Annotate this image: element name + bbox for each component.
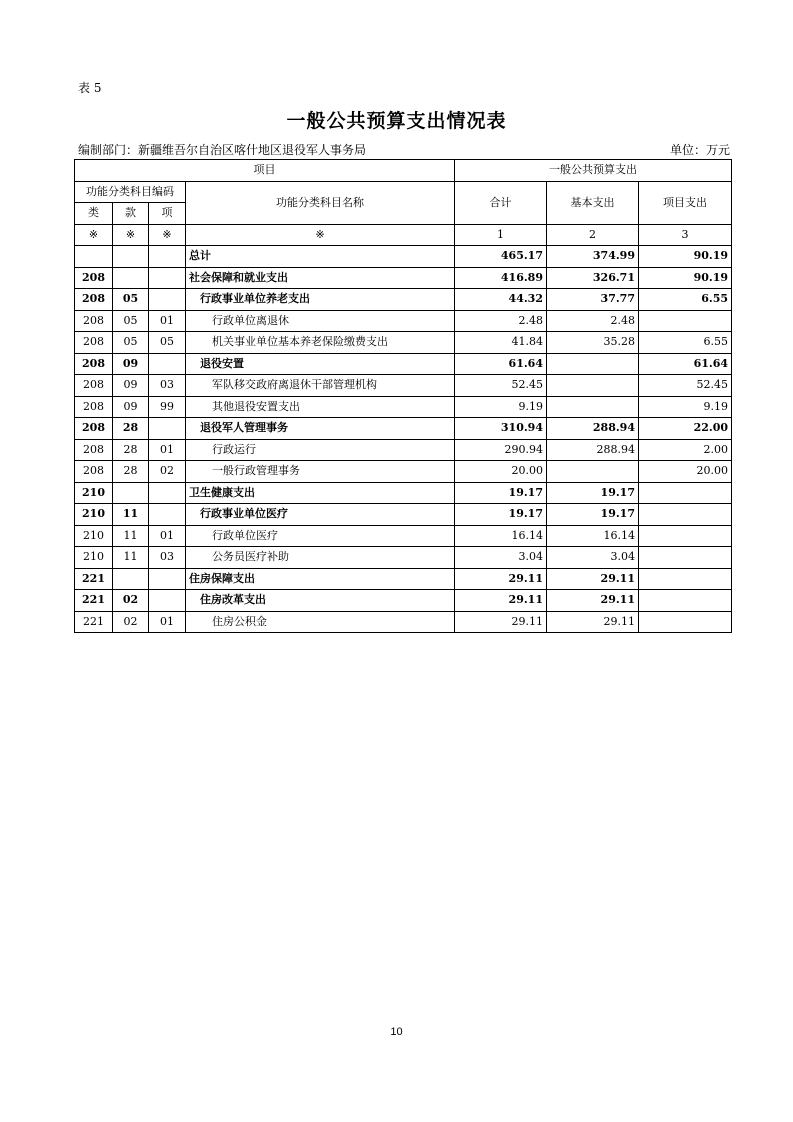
code-kuan-cell: 05 [113, 310, 149, 332]
mark-cell: ※ [113, 224, 149, 246]
total-cell: 20.00 [455, 461, 547, 483]
code-kuan-cell: 02 [113, 590, 149, 612]
table-row [75, 246, 732, 268]
total-cell: 52.45 [455, 375, 547, 397]
table-body [75, 246, 732, 633]
table-row [75, 332, 732, 354]
code-xiang-cell: 01 [149, 525, 186, 547]
code-lei-cell: 208 [75, 332, 113, 354]
project-expense-cell [639, 568, 732, 590]
basic-expense-cell: 29.11 [547, 568, 639, 590]
table-row [75, 547, 732, 569]
column-number-3: 3 [639, 224, 732, 246]
item-name-cell: 行政运行 [186, 439, 455, 461]
column-number-1: 1 [455, 224, 547, 246]
code-kuan-cell [113, 568, 149, 590]
table-row [75, 482, 732, 504]
total-cell: 29.11 [455, 611, 547, 633]
code-lei-cell: 221 [75, 568, 113, 590]
item-name-cell: 退役军人管理事务 [186, 418, 455, 440]
table-row [75, 504, 732, 526]
project-expense-cell [639, 611, 732, 633]
table-row [75, 353, 732, 375]
total-cell: 19.17 [455, 504, 547, 526]
item-name-cell: 住房保障支出 [186, 568, 455, 590]
basic-expense-cell: 16.14 [547, 525, 639, 547]
total-cell: 41.84 [455, 332, 547, 354]
project-expense-cell: 90.19 [639, 267, 732, 289]
header-budget-group: 一般公共预算支出 [455, 160, 732, 182]
header-name-column: 功能分类科目名称 [186, 181, 455, 224]
code-kuan-cell: 09 [113, 396, 149, 418]
basic-expense-cell: 288.94 [547, 439, 639, 461]
budget-table [74, 159, 732, 633]
item-name-cell: 退役安置 [186, 353, 455, 375]
code-xiang-cell: 05 [149, 332, 186, 354]
code-xiang-cell [149, 353, 186, 375]
mark-cell: ※ [186, 224, 455, 246]
code-xiang-cell: 99 [149, 396, 186, 418]
department-label: 编制部门：新疆维吾尔自治区喀什地区退役军人事务局 [78, 143, 367, 157]
code-kuan-cell: 11 [113, 525, 149, 547]
basic-expense-cell: 29.11 [547, 611, 639, 633]
code-xiang-cell: 01 [149, 611, 186, 633]
basic-expense-cell: 35.28 [547, 332, 639, 354]
item-name-cell: 住房改革支出 [186, 590, 455, 612]
code-kuan-cell: 02 [113, 611, 149, 633]
item-name-cell: 社会保障和就业支出 [186, 267, 455, 289]
item-name-cell: 行政单位离退休 [186, 310, 455, 332]
table-header [75, 160, 732, 246]
total-cell: 44.32 [455, 289, 547, 311]
header-kuan: 款 [113, 203, 149, 225]
page-title: 一般公共预算支出情况表 [286, 110, 507, 132]
code-kuan-cell: 28 [113, 461, 149, 483]
item-name-cell: 行政事业单位医疗 [186, 504, 455, 526]
total-cell: 61.64 [455, 353, 547, 375]
code-kuan-cell: 05 [113, 332, 149, 354]
code-xiang-cell [149, 418, 186, 440]
code-xiang-cell: 03 [149, 547, 186, 569]
code-xiang-cell [149, 267, 186, 289]
project-expense-cell: 6.55 [639, 332, 732, 354]
basic-expense-cell: 2.48 [547, 310, 639, 332]
project-expense-cell [639, 310, 732, 332]
basic-expense-cell [547, 375, 639, 397]
item-name-cell: 住房公积金 [186, 611, 455, 633]
table-row [75, 396, 732, 418]
table-row [75, 439, 732, 461]
table-row [75, 310, 732, 332]
code-lei-cell: 208 [75, 310, 113, 332]
code-kuan-cell: 09 [113, 353, 149, 375]
project-expense-cell [639, 525, 732, 547]
table-number-label: 表 5 [78, 81, 102, 95]
basic-expense-cell [547, 353, 639, 375]
project-expense-cell: 2.00 [639, 439, 732, 461]
basic-expense-cell: 29.11 [547, 590, 639, 612]
code-lei-cell: 221 [75, 590, 113, 612]
project-expense-cell [639, 547, 732, 569]
header-code-group: 功能分类科目编码 [75, 181, 186, 203]
total-cell: 416.89 [455, 267, 547, 289]
code-lei-cell: 210 [75, 504, 113, 526]
table-row [75, 525, 732, 547]
table-row [75, 418, 732, 440]
table-row [75, 461, 732, 483]
table-row [75, 289, 732, 311]
code-xiang-cell [149, 568, 186, 590]
code-lei-cell: 210 [75, 482, 113, 504]
code-lei-cell: 208 [75, 289, 113, 311]
item-name-cell: 机关事业单位基本养老保险缴费支出 [186, 332, 455, 354]
code-lei-cell: 208 [75, 439, 113, 461]
code-lei-cell: 208 [75, 267, 113, 289]
basic-expense-cell: 326.71 [547, 267, 639, 289]
header-basic-column: 基本支出 [547, 181, 639, 224]
total-cell: 3.04 [455, 547, 547, 569]
code-kuan-cell: 11 [113, 547, 149, 569]
item-name-cell: 卫生健康支出 [186, 482, 455, 504]
basic-expense-cell: 19.17 [547, 482, 639, 504]
header-xiang: 项 [149, 203, 186, 225]
code-lei-cell: 210 [75, 525, 113, 547]
code-lei-cell [75, 246, 113, 268]
item-name-cell: 军队移交政府离退休干部管理机构 [186, 375, 455, 397]
code-lei-cell: 208 [75, 418, 113, 440]
item-name-cell: 其他退役安置支出 [186, 396, 455, 418]
code-kuan-cell [113, 267, 149, 289]
project-expense-cell: 90.19 [639, 246, 732, 268]
code-xiang-cell [149, 482, 186, 504]
item-name-cell: 总计 [186, 246, 455, 268]
project-expense-cell: 20.00 [639, 461, 732, 483]
project-expense-cell: 9.19 [639, 396, 732, 418]
header-lei: 类 [75, 203, 113, 225]
basic-expense-cell: 374.99 [547, 246, 639, 268]
total-cell: 310.94 [455, 418, 547, 440]
project-expense-cell: 61.64 [639, 353, 732, 375]
project-expense-cell [639, 590, 732, 612]
code-kuan-cell [113, 246, 149, 268]
code-kuan-cell: 11 [113, 504, 149, 526]
code-xiang-cell: 01 [149, 310, 186, 332]
code-xiang-cell [149, 289, 186, 311]
total-cell: 9.19 [455, 396, 547, 418]
code-lei-cell: 208 [75, 375, 113, 397]
project-expense-cell: 6.55 [639, 289, 732, 311]
project-expense-cell: 22.00 [639, 418, 732, 440]
basic-expense-cell: 19.17 [547, 504, 639, 526]
code-xiang-cell: 03 [149, 375, 186, 397]
code-xiang-cell [149, 504, 186, 526]
meta-line [78, 141, 730, 158]
item-name-cell: 行政事业单位养老支出 [186, 289, 455, 311]
code-xiang-cell [149, 246, 186, 268]
project-expense-cell [639, 482, 732, 504]
item-name-cell: 公务员医疗补助 [186, 547, 455, 569]
total-cell: 16.14 [455, 525, 547, 547]
table-row [75, 375, 732, 397]
code-kuan-cell: 28 [113, 439, 149, 461]
table-row [75, 611, 732, 633]
total-cell: 290.94 [455, 439, 547, 461]
total-cell: 29.11 [455, 590, 547, 612]
code-lei-cell: 210 [75, 547, 113, 569]
basic-expense-cell: 3.04 [547, 547, 639, 569]
table-row [75, 568, 732, 590]
table-row [75, 590, 732, 612]
total-cell: 29.11 [455, 568, 547, 590]
code-lei-cell: 221 [75, 611, 113, 633]
project-expense-cell [639, 504, 732, 526]
unit-label: 单位：万元 [669, 143, 730, 157]
code-xiang-cell: 02 [149, 461, 186, 483]
total-cell: 2.48 [455, 310, 547, 332]
page-number: 10 [390, 1026, 403, 1038]
basic-expense-cell: 37.77 [547, 289, 639, 311]
code-lei-cell: 208 [75, 353, 113, 375]
code-kuan-cell: 05 [113, 289, 149, 311]
total-cell: 19.17 [455, 482, 547, 504]
item-name-cell: 行政单位医疗 [186, 525, 455, 547]
header-project-column: 项目支出 [639, 181, 732, 224]
item-name-cell: 一般行政管理事务 [186, 461, 455, 483]
code-kuan-cell [113, 482, 149, 504]
table-row [75, 267, 732, 289]
basic-expense-cell: 288.94 [547, 418, 639, 440]
code-xiang-cell [149, 590, 186, 612]
mark-cell: ※ [149, 224, 186, 246]
mark-cell: ※ [75, 224, 113, 246]
project-expense-cell: 52.45 [639, 375, 732, 397]
basic-expense-cell [547, 461, 639, 483]
basic-expense-cell [547, 396, 639, 418]
code-lei-cell: 208 [75, 461, 113, 483]
header-total-column: 合计 [455, 181, 547, 224]
column-number-2: 2 [547, 224, 639, 246]
total-cell: 465.17 [455, 246, 547, 268]
code-kuan-cell: 09 [113, 375, 149, 397]
header-project: 项目 [75, 160, 455, 182]
code-lei-cell: 208 [75, 396, 113, 418]
code-xiang-cell: 01 [149, 439, 186, 461]
code-kuan-cell: 28 [113, 418, 149, 440]
